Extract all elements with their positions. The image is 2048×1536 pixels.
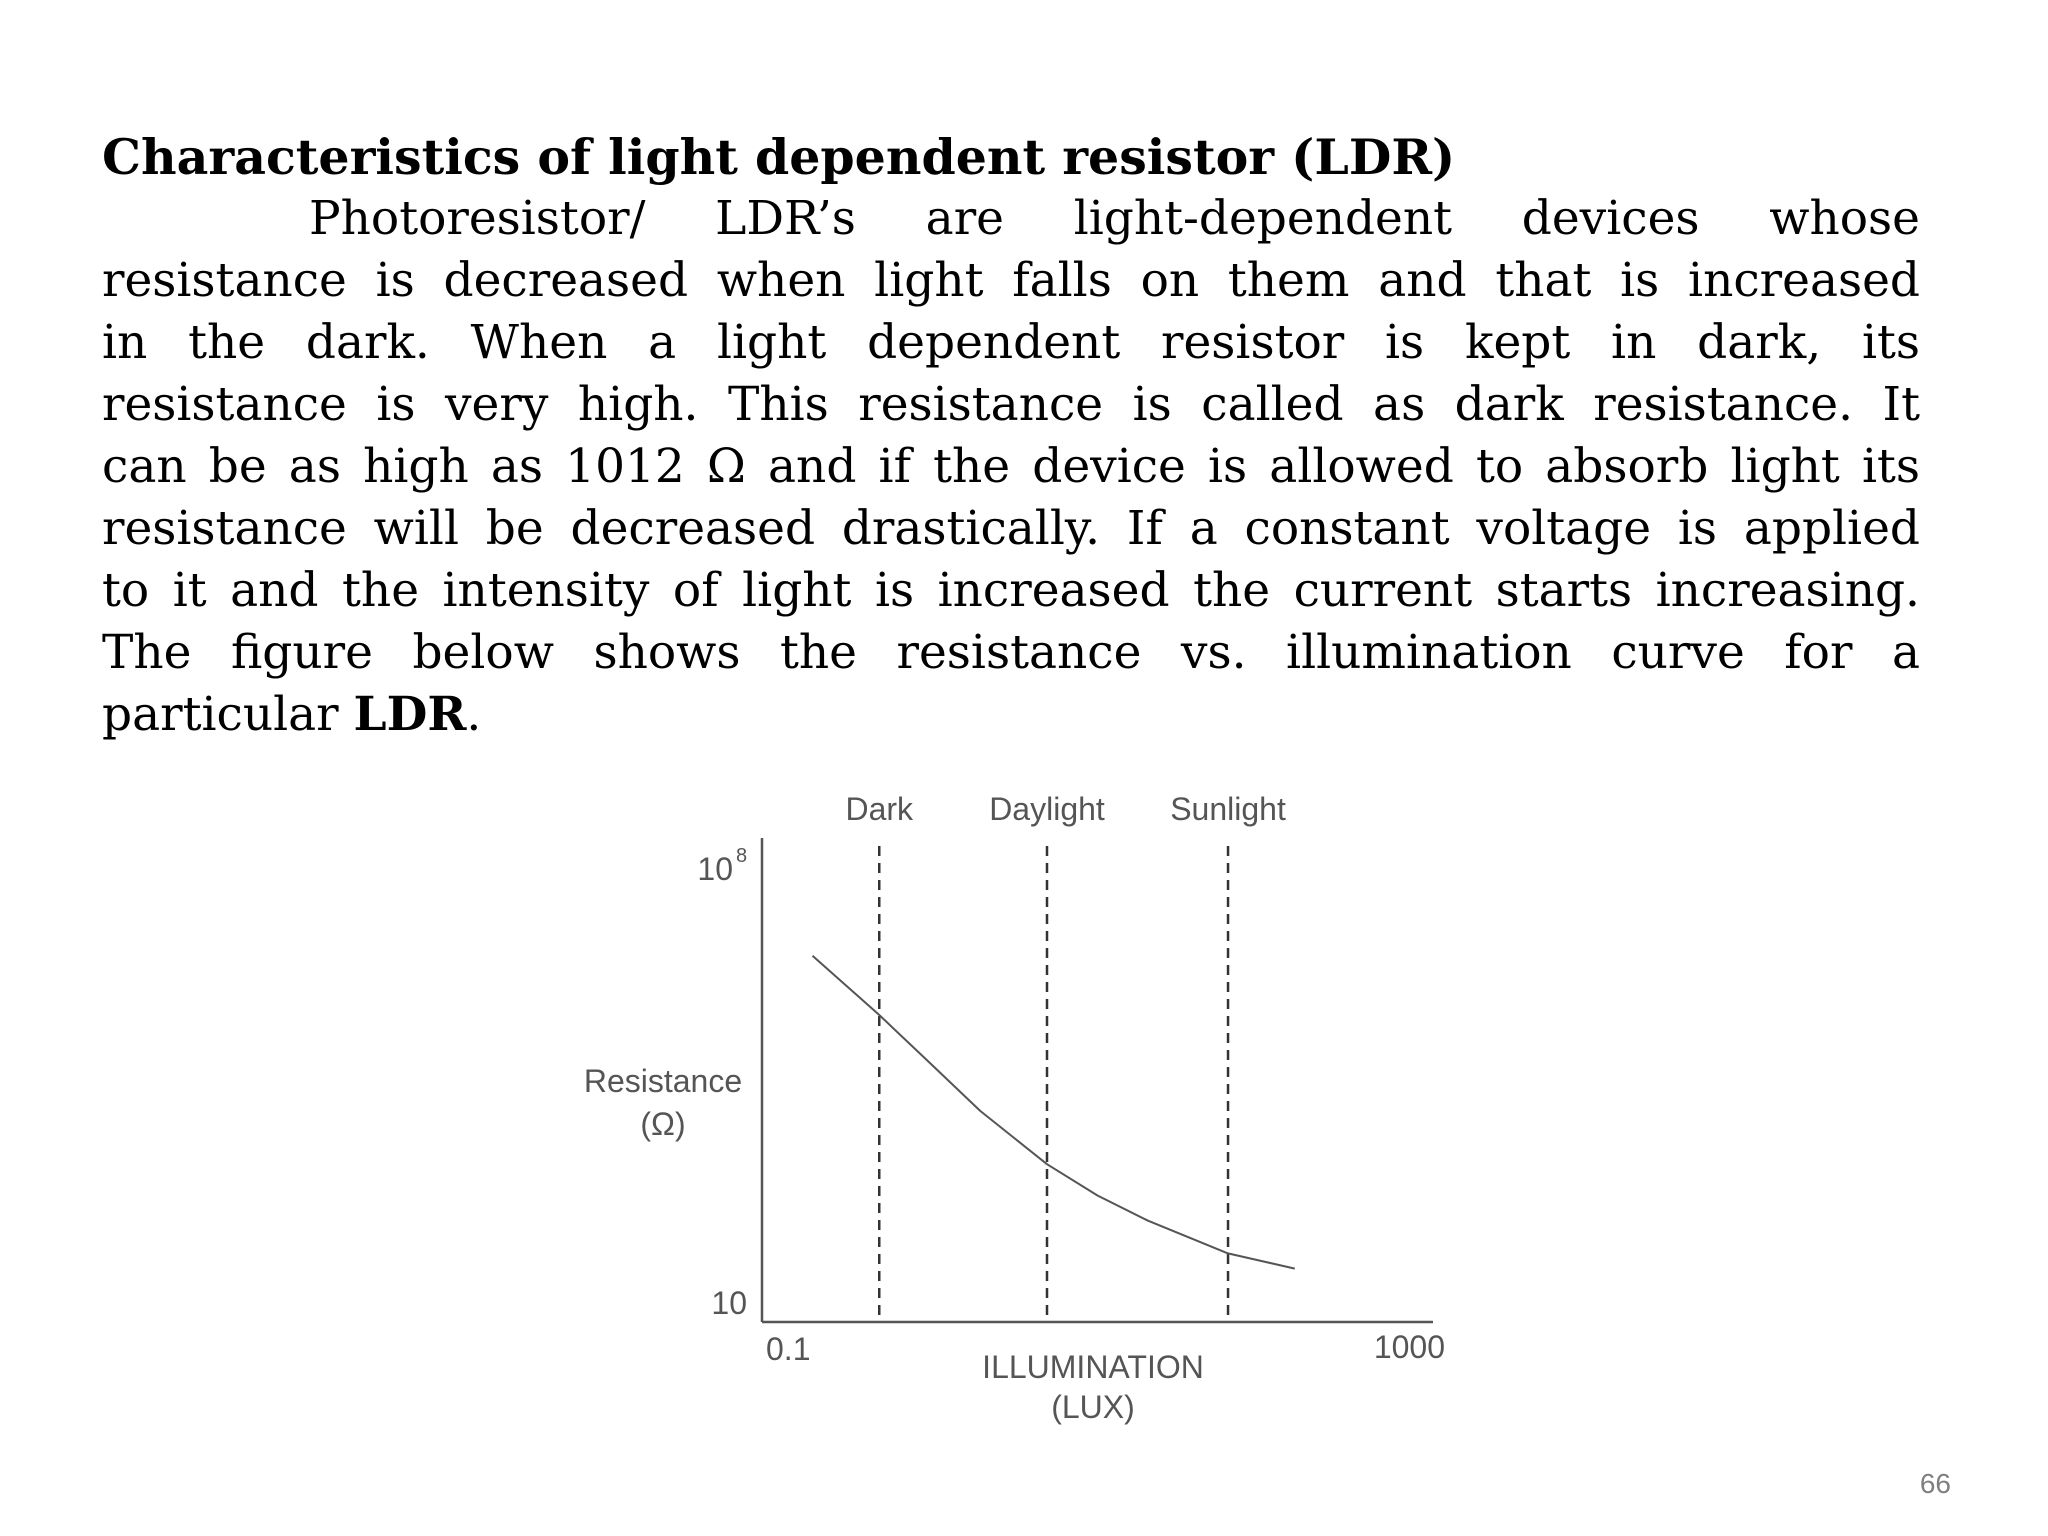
resistance-curve [813,956,1295,1269]
paragraph-line: resistance is very high. This resistance is called as dark resistance. It [102,377,1920,432]
paragraph-last-line [102,684,1920,746]
chart-layer [697,791,1445,1367]
x-axis-label-line1: ILLUMINATION [982,1349,1204,1385]
bold-term-ldr: LDR [353,687,467,742]
paragraph-line: can be as high as 1012 Ω and if the device is allowed to absorb light its [102,439,1920,494]
x-tick-label: 0.1 [766,1331,811,1367]
y-tick-label: 10 [697,851,733,887]
slide-heading: Characteristics of light dependent resistor (LDR) [102,128,1456,186]
paragraph-line: in the dark. When a light dependent resistor is kept in dark, its [102,315,1920,370]
ldr-resistance-chart [540,780,1460,1440]
reference-label-daylight: Daylight [989,791,1105,827]
paragraph-line: resistance will be decreased drastically. If a constant voltage is applied [102,501,1920,556]
x-axis-label-line2: (LUX) [1051,1389,1135,1425]
body-paragraph [102,188,1920,746]
reference-label-dark: Dark [845,791,914,827]
paragraph-line: Photoresistor/ LDR’s are light-dependent devices whose [309,191,1920,246]
y-axis-label-line2: (Ω) [640,1106,686,1142]
paragraph-line: resistance is decreased when light falls on them and that is increased [102,253,1920,308]
y-axis-title [584,1063,742,1142]
page-number: 66 [1919,1468,1951,1499]
x-tick-label: 1000 [1373,1329,1445,1365]
paragraph-period: . [466,687,482,742]
reference-label-sunlight: Sunlight [1170,791,1286,827]
paragraph-line: The figure below shows the resistance vs. illumination curve for a [102,625,1920,680]
y-tick-label: 10 [711,1285,747,1321]
paragraph-line: to it and the intensity of light is increased the current starts increasing. [102,563,1920,618]
paragraph-text: particular [102,687,354,742]
x-axis-title [982,1349,1204,1425]
y-axis-label-line1: Resistance [583,1063,743,1099]
y-tick-exponent: 8 [736,845,748,867]
